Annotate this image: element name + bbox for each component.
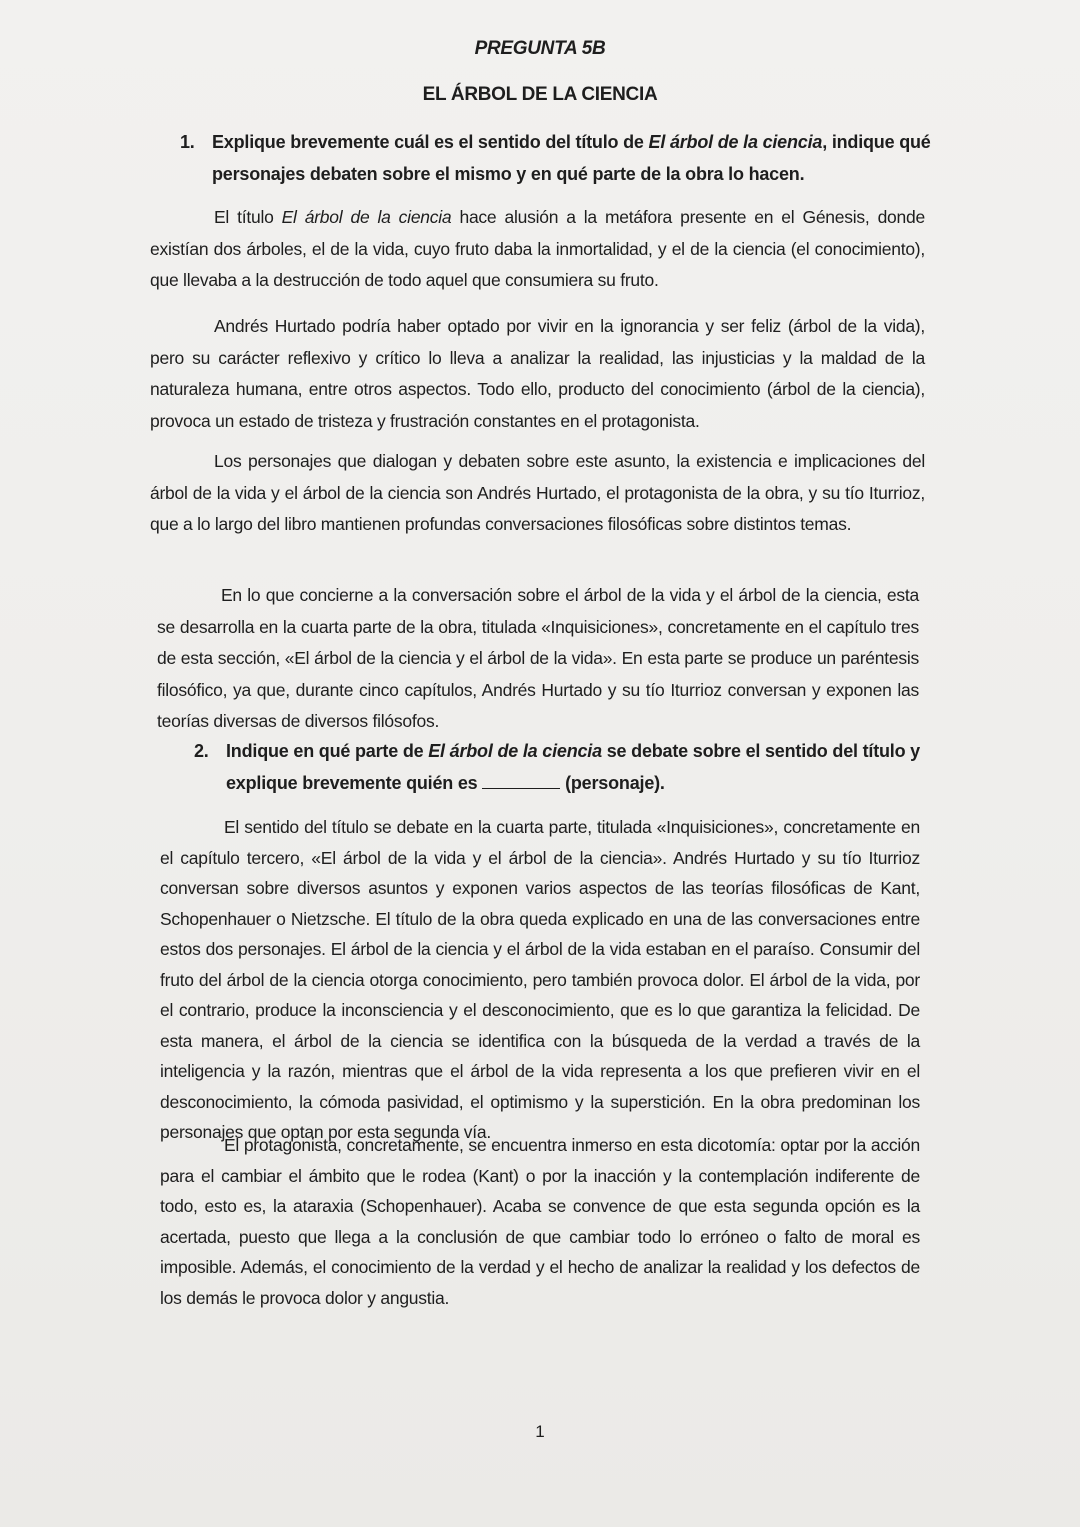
question-2 bbox=[194, 735, 926, 799]
answer-1-paragraph-4: En lo que concierne a la conversación sobre el árbol de la vida y el árbol de la ciencia, esta se desarrolla en la cuarta parte de la obra, titulada «Inquisiciones», concretamente en el capítulo tres de esta sección, «El árbol de la ciencia y el árbol de la vida». En esta parte se produce un paréntesis filosófico, ya que, durante cinco capítulos, Andrés Hurtado y su tío Iturrioz conversan y exponen las teorías diversas de diversos filósofos. bbox=[157, 585, 919, 731]
question-2-text-start: Indique en qué parte de bbox=[226, 741, 429, 761]
answer-1-paragraph-1-start: El título bbox=[214, 207, 282, 227]
question-2-number: 2. bbox=[194, 741, 209, 761]
answer-1-book-title: El árbol de la ciencia bbox=[281, 207, 452, 227]
question-2-book-title: El árbol de la ciencia bbox=[428, 741, 602, 761]
question-1 bbox=[180, 126, 932, 190]
answer-1-paragraph-1 bbox=[150, 202, 925, 297]
answer-1-paragraph-3: Los personajes que dialogan y debaten sobre este asunto, la existencia e implicaciones del árbol de la vida y el árbol de la ciencia son Andrés Hurtado, el protagonista de la obra, y su tío Iturrioz, que a lo largo del libro mantienen profundas conversaciones filosóficas sobre distintos temas. bbox=[150, 451, 925, 534]
question-1-text-start: Explique brevemente cuál es el sentido del título de bbox=[212, 132, 649, 152]
answer-1-paragraph-1-rest: hace alusión a la metáfora presente en el Génesis, donde existían dos árboles, el de la vida, cuyo fruto daba la inmortalidad, y el de la ciencia (el conocimiento), que llevaba a la destrucción de todo aquel que consumiera su fruto. bbox=[150, 207, 925, 290]
answer-1-paragraph-2: Andrés Hurtado podría haber optado por vivir en la ignorancia y ser feliz (árbol de la vida), pero su carácter reflexivo y crítico lo lleva a analizar la realidad, las injusticias y la maldad de la naturaleza humana, entre otros aspectos. Todo ello, producto del conocimiento (árbol de la ciencia), provoca un estado de tristeza y frustración constantes en el protagonista. bbox=[150, 316, 925, 431]
page-subtitle: EL ÁRBOL DE LA CIENCIA bbox=[422, 84, 658, 105]
question-1-number: 1. bbox=[180, 132, 195, 152]
answer-2-paragraph-1: El sentido del título se debate en la cuarta parte, titulada «Inquisiciones», concretamente en el capítulo tercero, «El árbol de la vida y el árbol de la ciencia». Andrés Hurtado y su tío Iturrioz conversan sobre diversos asuntos y exponen varios aspectos de las teorías filosóficas de Kant, Schopenhauer o Nietzsche. El título de la obra queda explicado en una de las conversaciones entre estos dos personajes. El árbol de la ciencia y el árbol de la vida estaban en el paraíso. Consumir del fruto del árbol de la ciencia otorga conocimiento, pero también provoca dolor. El árbol de la vida, por el contrario, produce la inconsciencia y el desconocimiento, que es lo que garantiza la felicidad. De esta manera, el árbol de la ciencia se identifica con la búsqueda de la verdad a través de la inteligencia y la razón, mientras que el árbol de la vida representa a los que prefieren vivir en el desconocimiento, la cómoda pasividad, el optimismo y la superstición. En la obra predominan los personajes que optan por esta segunda vía. bbox=[160, 817, 920, 1142]
page-title: PREGUNTA 5B bbox=[474, 38, 606, 59]
page-number: 1 bbox=[535, 1422, 545, 1441]
question-2-text-middle: se debate sobre el sentido del título y explique brevemente quién es bbox=[226, 741, 920, 793]
fill-in-blank bbox=[482, 774, 560, 789]
question-1-book-title: El árbol de la ciencia bbox=[648, 132, 823, 152]
question-1-text-end: , indique qué personajes debaten sobre el mismo y en qué parte de la obra lo hacen. bbox=[212, 132, 931, 184]
answer-2-paragraph-2: El protagonista, concretamente, se encuentra inmerso en esta dicotomía: optar por la acción para el cambiar el ámbito que le rodea (Kant) o por la inacción y la contemplación indiferente de todo, esto es, la ataraxia (Schopenhauer). Acaba se convence de que esta segunda opción es la acertada, puesto que llega a la conclusión de que cambiar todo lo erróneo o falto de moral es imposible. Además, el conocimiento de la verdad y el hecho de analizar la realidad y los defectos de los demás le provoca dolor y angustia. bbox=[160, 1135, 920, 1308]
question-2-text-end: (personaje). bbox=[560, 773, 665, 793]
